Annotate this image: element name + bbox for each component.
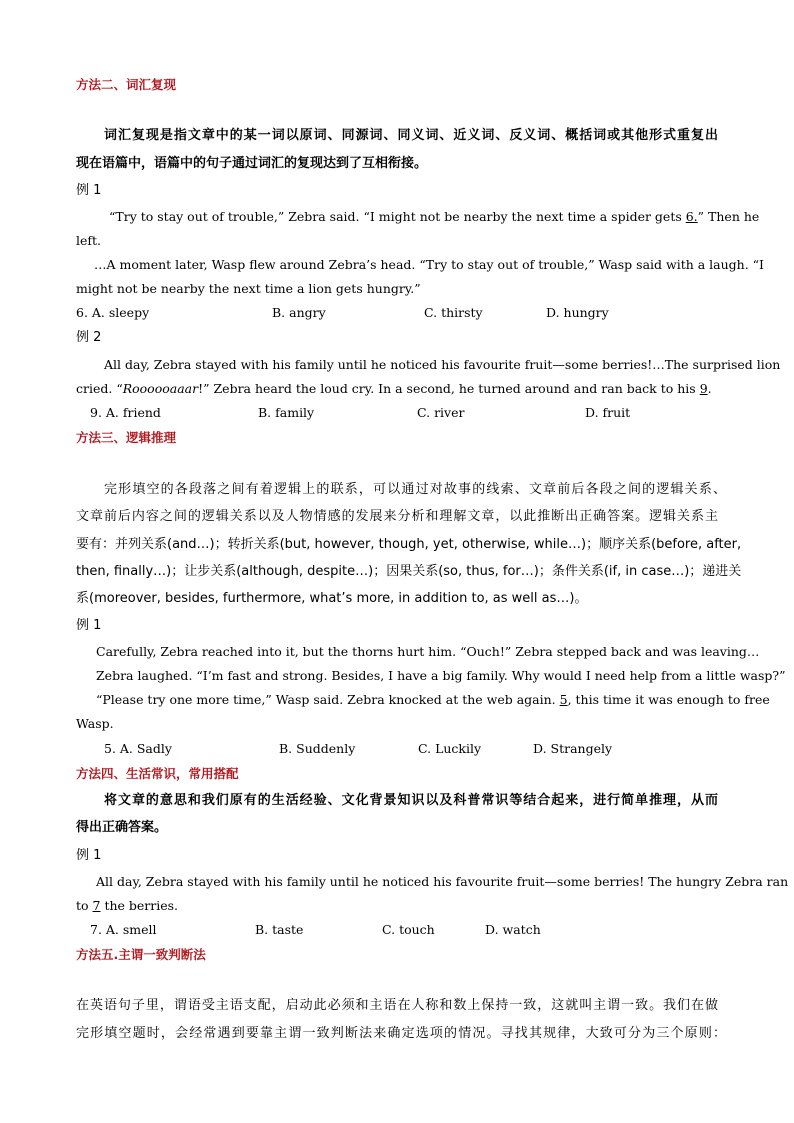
option-c: C. touch [382,922,435,937]
option-a: 6. A. sleepy [76,305,150,320]
method-2-intro-line-2: 现在语篇中，语篇中的句子通过词汇的复现达到了互相衔接。 [76,156,428,171]
heading-method-3: 方法三、逻辑推理 [76,430,177,445]
option-d: D. fruit [585,405,631,420]
method-4-paragraph-line: 得出正确答案。 [76,820,168,835]
option-a: 7. A. smell [90,922,157,937]
method-3-paragraph-line: 要有：并列关系(and…)；转折关系(but, however, though, yet, otherwise, while…)；顺序关系(before, after, [76,537,742,552]
option-b: B. angry [272,305,326,320]
method-3-paragraph-line: then, finally…)；让步关系(although, despite…)；因果关系(so, thus, for…)；条件关系(if, in case…)；递进关 [76,564,742,579]
option-c: C. thirsty [424,305,483,320]
example-text-line: cried. “Roooooaaar!” Zebra heard the loud cry. In a second, he turned around and ran back to his 9. [76,381,712,396]
example-label: 例 2 [76,330,102,345]
example-text-line: …A moment later, Wasp flew around Zebra’s head. “Try to stay out of trouble,” Wasp said with a laugh. “I [94,257,764,272]
example-text-line: “Try to stay out of trouble,” Zebra said. “I might not be nearby the next time a spider gets 6.” Then he [109,209,760,224]
option-b: B. taste [255,922,304,937]
method-3-paragraph-line: 文章前后内容之间的逻辑关系以及人物情感的发展来分析和理解文章，以此推断出正确答案。逻辑关系主 [76,509,718,524]
example-text-line: left. [76,233,102,248]
example-text-line: Carefully, Zebra reached into it, but the thorns hurt him. “Ouch!” Zebra stepped back and was leaving… [96,644,760,659]
option-b: B. family [258,405,315,420]
method-5-paragraph-line: 在英语句子里，谓语受主语支配，启动此必须和主语在人称和数上保持一致，这就叫主谓一致。我们在做 [76,998,718,1013]
method-4-paragraph-line: 将文章的意思和我们原有的生活经验、文化背景知识以及科普常识等结合起来，进行简单推理，从而 [104,793,718,808]
option-d: D. watch [485,922,541,937]
heading-method-2: 方法二、词汇复现 [76,77,177,92]
option-c: C. river [417,405,465,420]
option-b: B. Suddenly [279,741,356,756]
example-text-line: Zebra laughed. “I’m fast and strong. Besides, I have a big family. Why would I need help from a little wasp?” [96,668,786,683]
method-2-intro-line-1: 词汇复现是指文章中的某一词以原词、同源词、同义词、近义词、反义词、概括词或其他形式重复出 [104,128,718,143]
option-a: 5. A. Sadly [104,741,172,756]
heading-method-4: 方法四、生活常识，常用搭配 [76,766,239,781]
example-text-line: All day, Zebra stayed with his family until he noticed his favourite fruit—some berries!…The surprised lion [104,357,781,372]
option-d: D. Strangely [533,741,613,756]
example-label: 例 1 [76,848,102,863]
option-a: 9. A. friend [90,405,161,420]
method-3-paragraph-line: 完形填空的各段落之间有着逻辑上的联系，可以通过对故事的线索、文章前后各段之间的逻辑关系、 [104,482,726,497]
example-label: 例 1 [76,183,102,198]
option-c: C. Luckily [418,741,482,756]
example-text-line: to 7 the berries. [76,898,179,913]
example-text-line: might not be nearby the next time a lion gets hungry.” [76,281,421,296]
example-text-line: Wasp. [76,716,114,731]
method-3-paragraph-line: 系(moreover, besides, furthermore, what’s more, in addition to, as well as…)。 [76,591,588,606]
option-d: D. hungry [546,305,609,320]
example-text-line: “Please try one more time,” Wasp said. Zebra knocked at the web again. 5, this time it was enough to free [96,692,770,707]
example-text-line: All day, Zebra stayed with his family until he noticed his favourite fruit—some berries! The hungry Zebra ran [96,874,789,889]
method-5-paragraph-line: 完形填空题时，会经常遇到要靠主谓一致判断法来确定选项的情况。寻找其规律，大致可分为三个原则： [76,1026,726,1041]
heading-method-5: 方法五.主谓一致判断法 [76,947,206,962]
example-label: 例 1 [76,618,102,633]
